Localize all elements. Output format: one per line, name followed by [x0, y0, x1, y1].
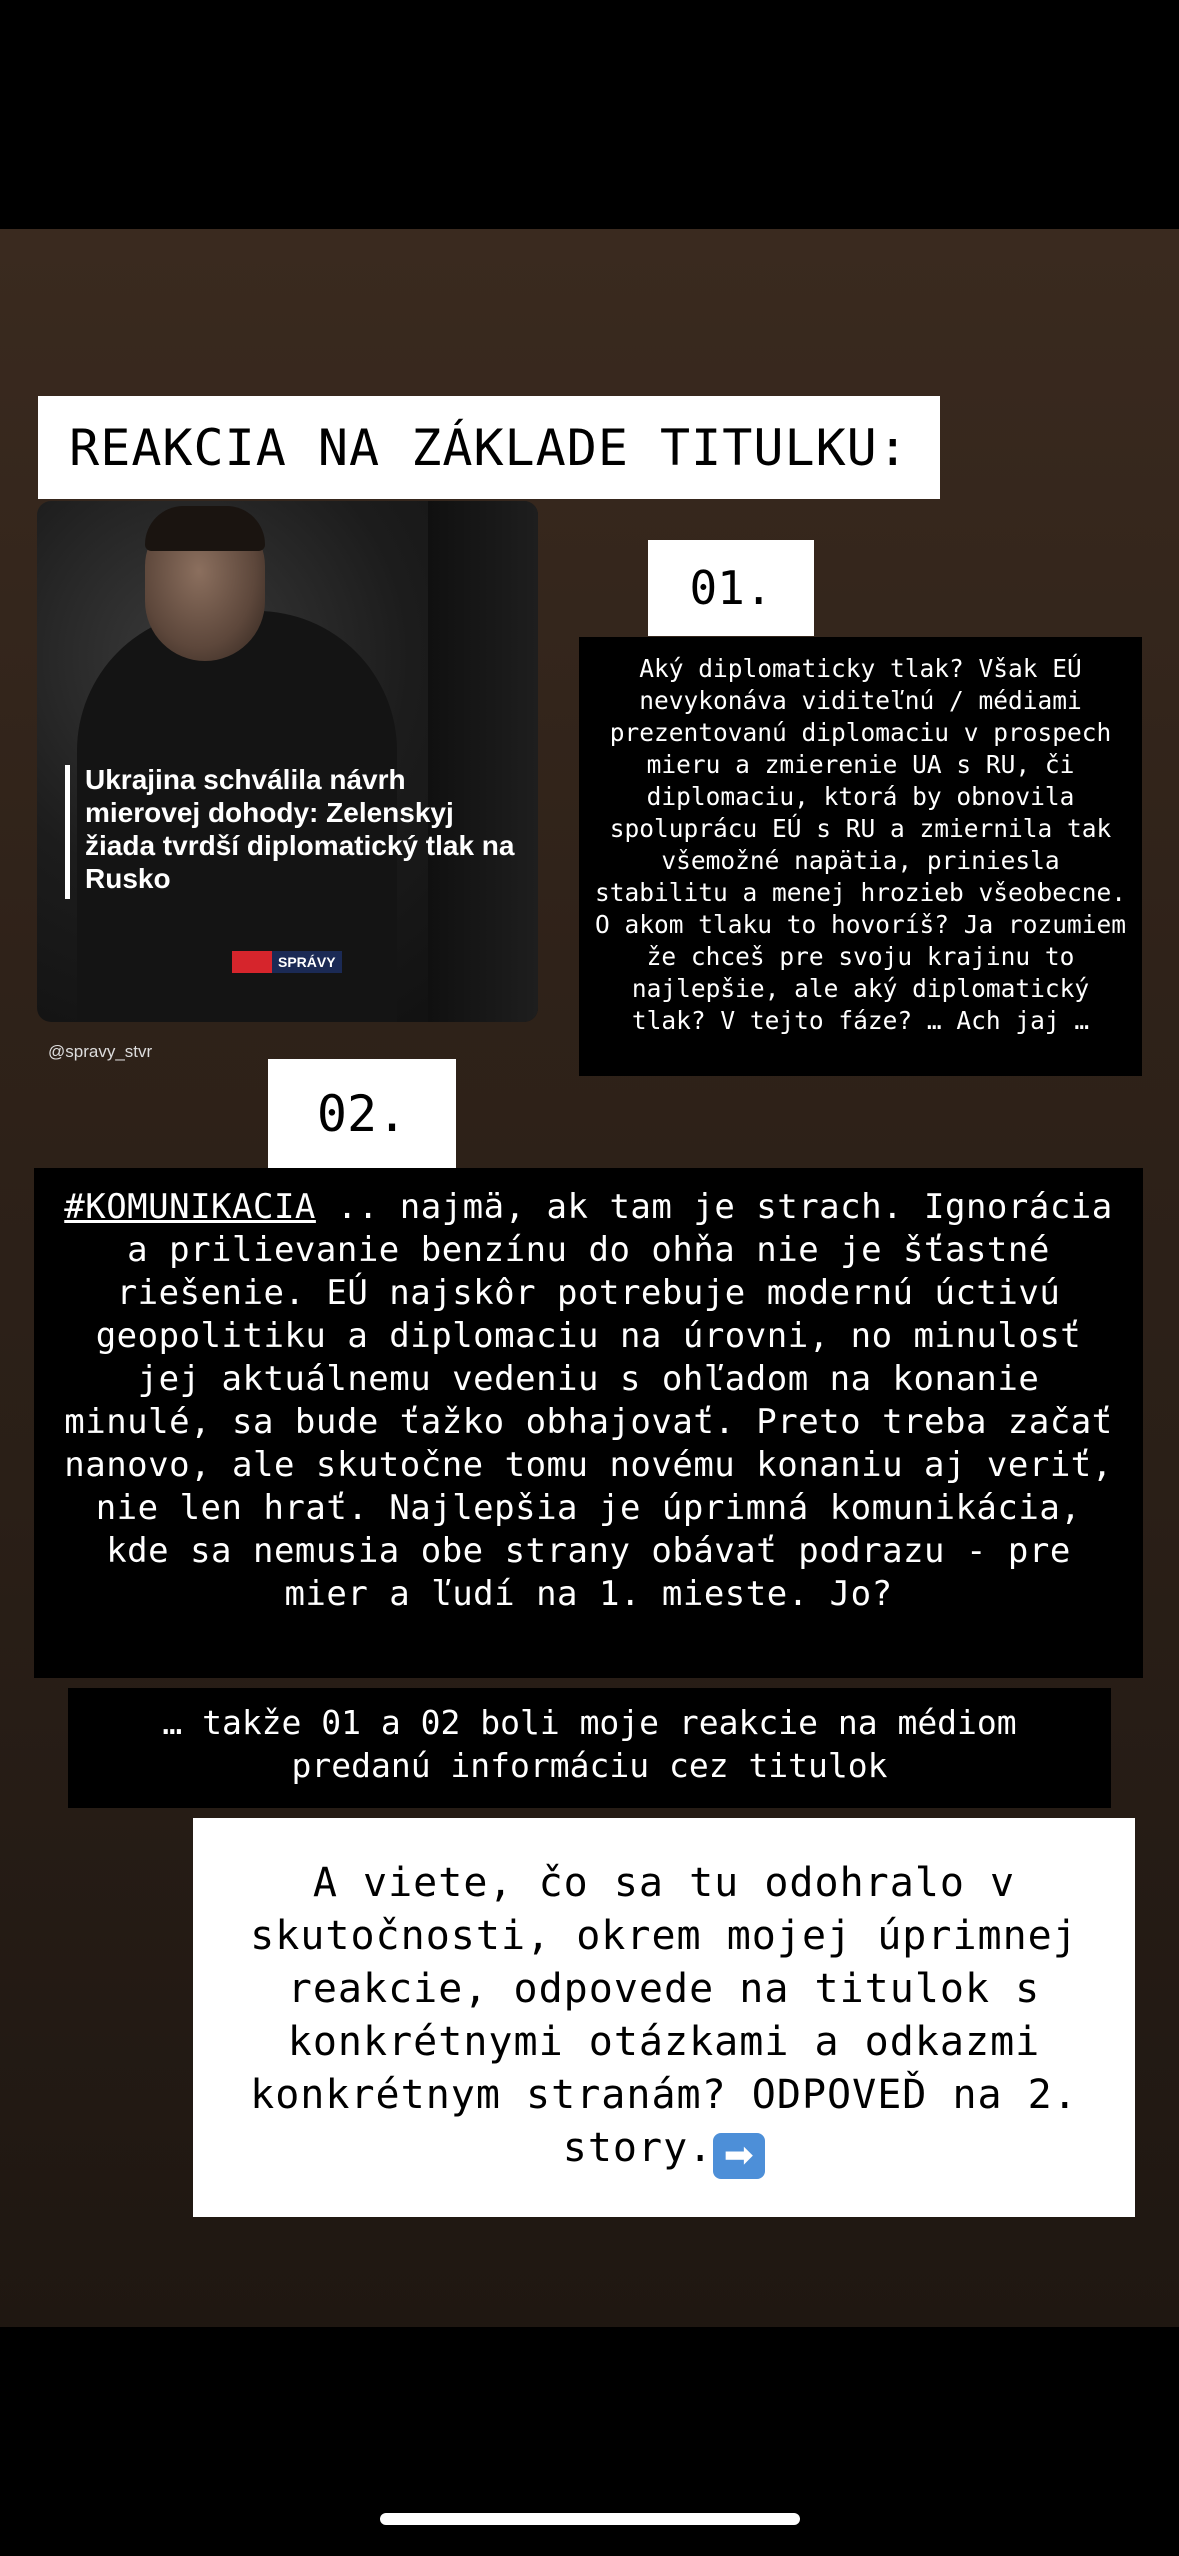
story-title: REAKCIA NA ZÁKLADE TITULKU: [38, 396, 940, 499]
summary-text: … takže 01 a 02 boli moje reakcie na médiom predanú informáciu cez titulok [68, 1688, 1111, 1808]
news-card-image[interactable] [37, 501, 538, 1022]
badge-label: SPRÁVY [272, 951, 342, 973]
question-body: A viete, čo sa tu odohralo v skutočnosti, okrem mojej úprimnej reakcie, odpovede na titulok s konkrétnymi otázkami a odkazmi konkrétnym stranám? ODPOVEĎ na 2. story. [250, 1859, 1078, 2171]
home-indicator[interactable] [380, 2513, 800, 2525]
badge-red-block [232, 951, 272, 973]
section-text-01: Aký diplomaticky tlak? Však EÚ nevykonáva viditeľnú / médiami prezentovanú diplomaciu v prospech mieru a zmierenie UA s RU, či diplomaciu, ktorá by obnovila spoluprácu EÚ s RU a zmiernila tak všemožné napätia, priniesla stabilitu a menej hrozieb všeobecne. O akom tlaku to hovoríš? Ja rozumiem že chceš pre svoju krajinu to najlepšie, ale aký diplomatický tlak? V tejto fáze? … Ach jaj … [579, 637, 1142, 1076]
question-box [193, 1818, 1135, 2217]
question-text [213, 1857, 1115, 2179]
news-photo-background-figure [428, 501, 538, 1022]
news-photo-person-hair [145, 506, 265, 551]
hashtag-link[interactable]: #KOMUNIKACIA [64, 1187, 316, 1227]
news-source-badge [232, 951, 342, 973]
arrow-right-icon: ➡ [713, 2133, 765, 2179]
section-label-01: 01. [648, 540, 814, 636]
section-label-02: 02. [268, 1059, 456, 1168]
section-text-02-body: .. najmä, ak tam je strach. Ignorácia a prilievanie benzínu do ohňa nie je šťastné riešenie. EÚ najskôr potrebuje modernú úctivú geopolitiku a diplomaciu na úrovni, no minulosť jej aktuálnemu vedeniu s ohľadom na konanie minulé, sa bude ťažko obhajovať. Preto treba začať nanovo, ale skutočne tomu novému konaniu aj veriť, nie len hrať. Najlepšia je úprimná komunikácia, kde sa nemusia obe strany obávať podrazu - pre mier a ľudí na 1. mieste. Jo? [64, 1187, 1113, 1614]
section-text-02 [34, 1168, 1143, 1678]
source-handle: @spravy_stvr [48, 1042, 153, 1061]
news-headline-accent-bar [65, 765, 70, 899]
news-headline: Ukrajina schválila návrh mierovej dohody: Zelenskyj žiada tvrdší diplomatický tlak na Rusko [85, 764, 515, 894]
